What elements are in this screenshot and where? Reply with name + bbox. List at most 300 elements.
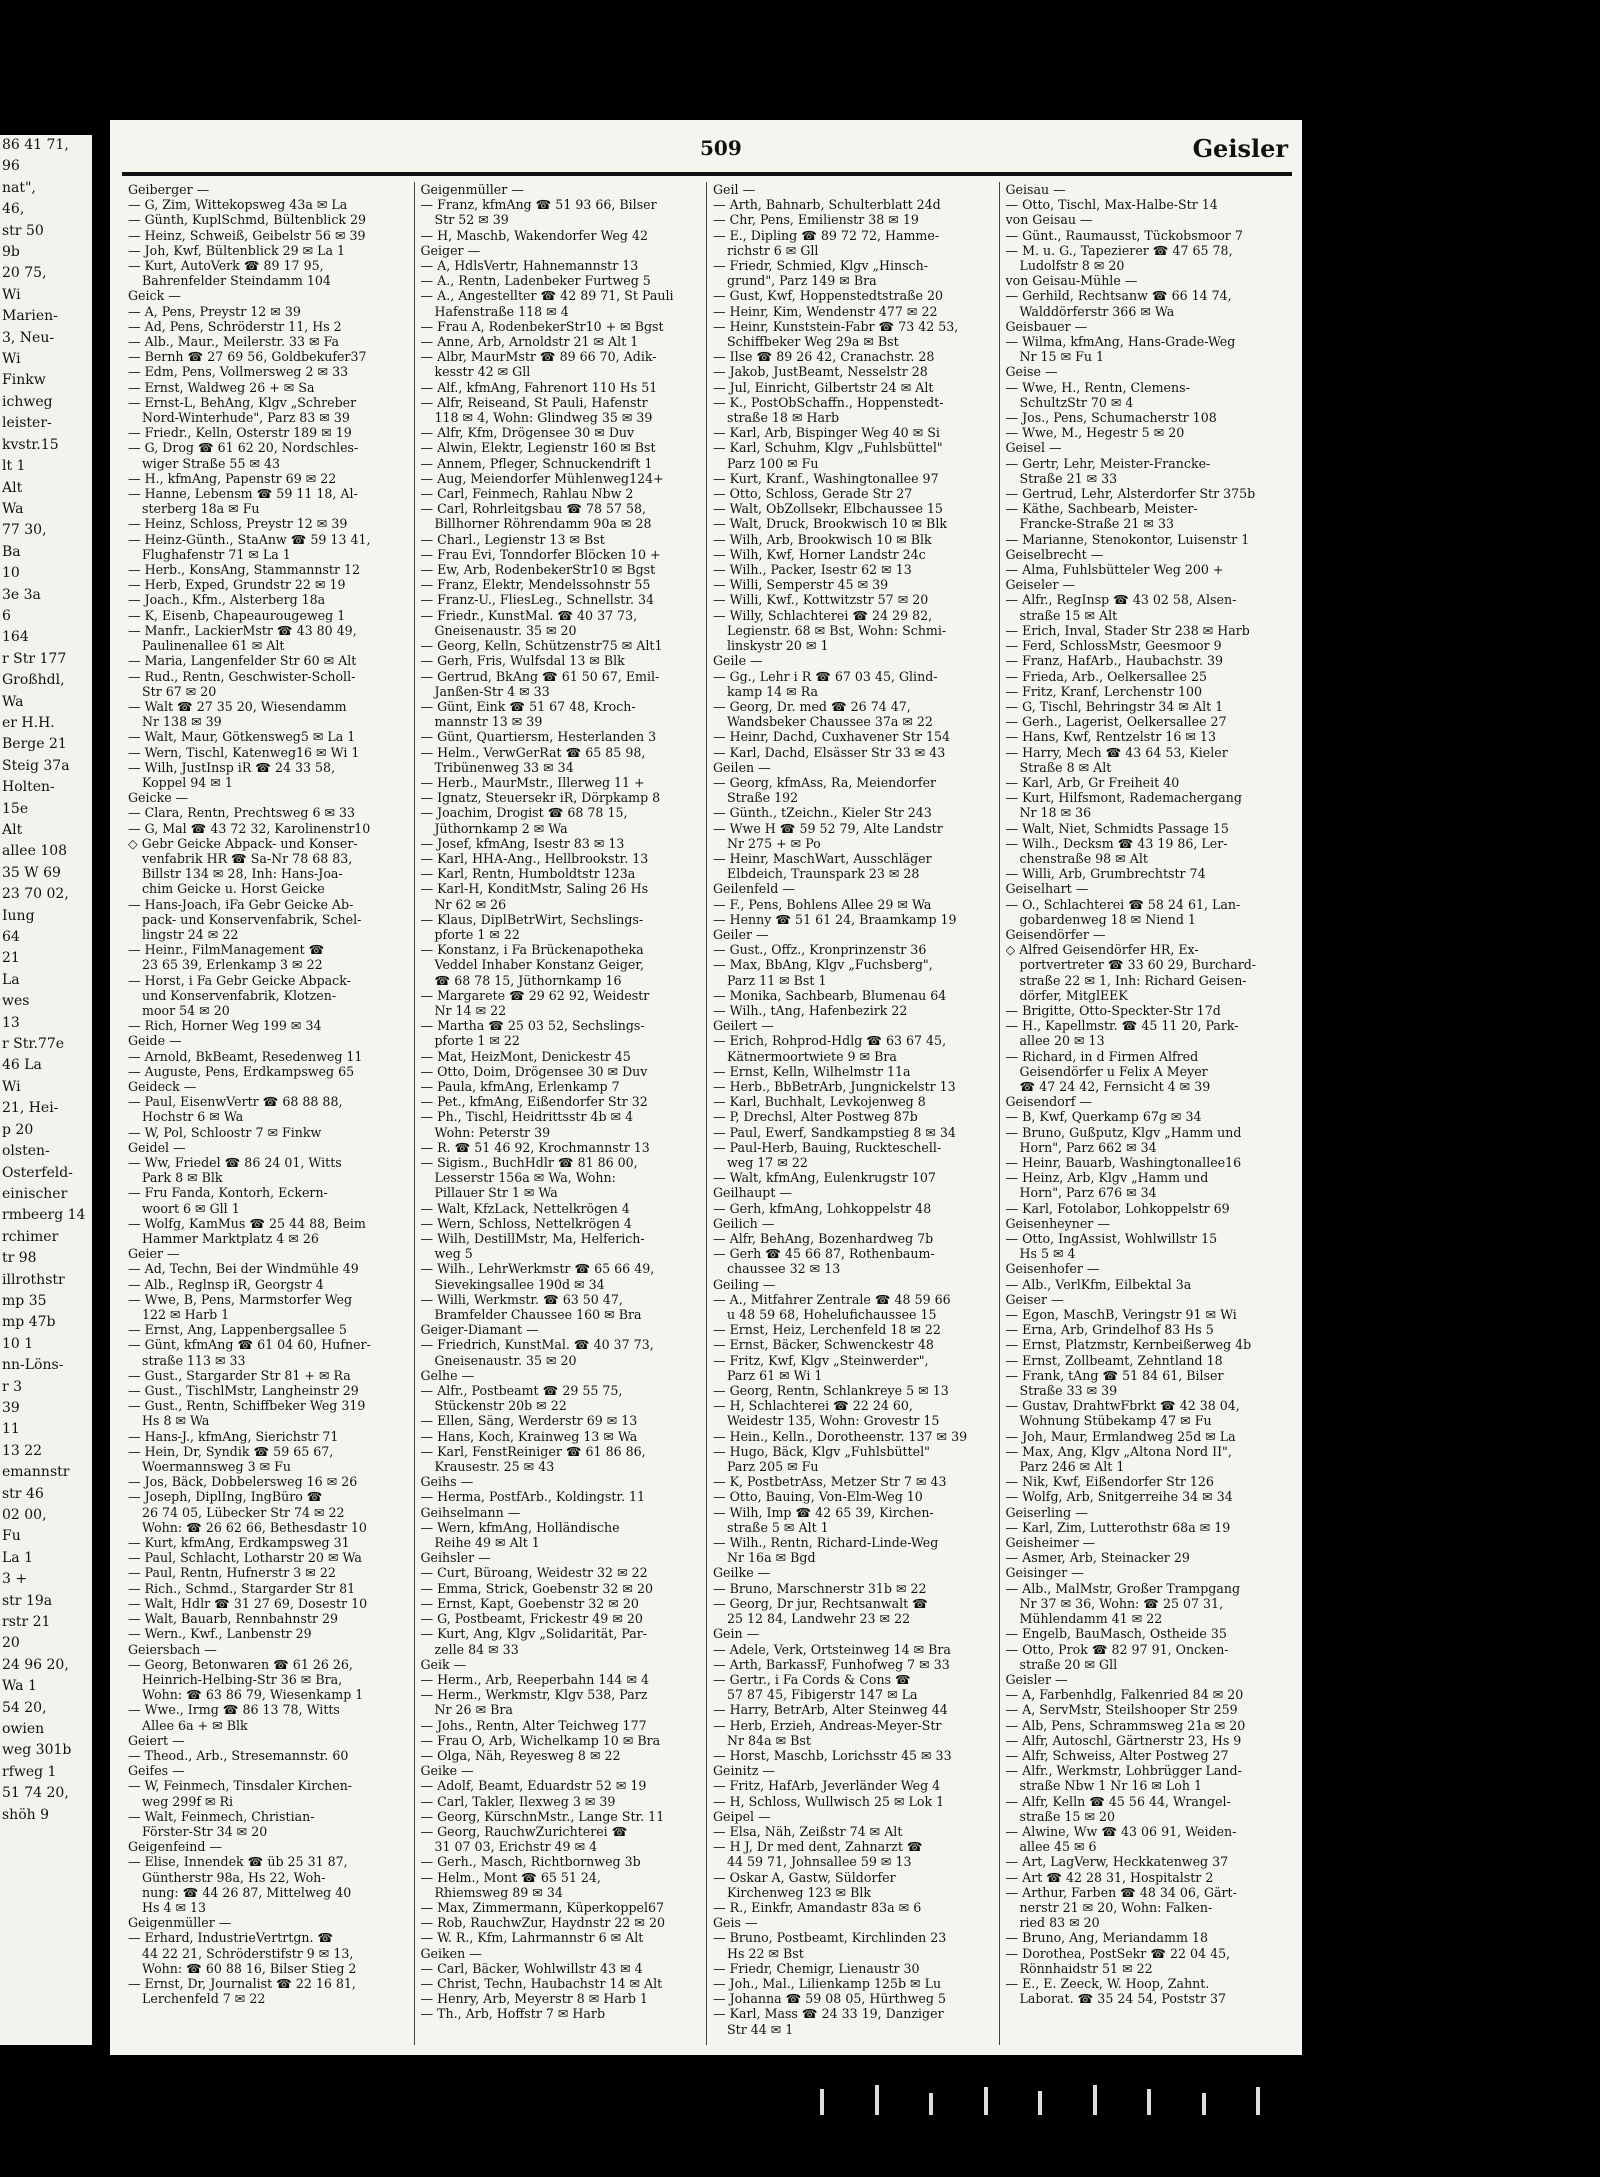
directory-entry-line: Nr 138 ✉ 39 [142,714,222,730]
directory-entry-line: Str 67 ✉ 20 [142,683,217,699]
directory-entry-line: — Franz, HafArb., Haubachstr. 39 [1005,653,1223,669]
directory-entry-line: Nr 26 ✉ Bra [434,1702,513,1718]
directory-entry-line: — Th., Arb, Hoffstr 7 ✉ Harb [420,2006,606,2022]
directory-entry-line: Koppel 94 ✉ 1 [142,774,233,790]
adjacent-page-fragment: Großhdl, [2,672,65,689]
directory-entry-line: woort 6 ✉ Gll 1 [142,1200,240,1216]
directory-entry-line: Nr 18 ✉ 36 [1019,805,1092,821]
directory-entry-line: — Wwe., Irmg ☎ 86 13 78, Witts [128,1702,340,1718]
directory-entry-line: — Monika, Sachbearb, Blumenau 64 [713,987,947,1003]
directory-entry-line: — Ignatz, Steuersekr iR, Dörpkamp 8 [420,790,661,806]
directory-entry-line: — Hans-J., kfmAng, Sierichstr 71 [128,1428,339,1444]
directory-entry-line: — Marianne, Stenokontor, Luisenstr 1 [1005,531,1250,547]
directory-entry-line: — Helm., VerwGerRat ☎ 65 85 98, [420,744,646,760]
directory-entry-line: — Heinr, Kunststein-Fabr ☎ 73 42 53, [713,318,959,334]
directory-entry-line: Pillauer Str 1 ✉ Wa [434,1185,558,1201]
directory-entry-line: — Erhard, IndustrieVertrtgn. ☎ [128,1930,334,1946]
directory-surname-heading: Geigenmüller — [128,1915,232,1931]
directory-surname-heading: Geisendörfer — [1005,926,1106,942]
directory-surname-heading: Geipel — [713,1808,771,1824]
directory-entry-line: weg 299f ✉ Ri [142,1793,234,1809]
directory-entry-line: ☎ 47 24 42, Fernsicht 4 ✉ 39 [1019,1078,1211,1094]
directory-entry-line: — Franz-U., FliesLeg., Schnellstr. 34 [420,592,655,608]
directory-entry-line: — Jakob, JustBeamt, Nesselstr 28 [713,364,928,380]
directory-entry-line: pforte 1 ✉ 22 [434,926,520,942]
directory-entry-line: straße Nbw 1 Nr 16 ✉ Loh 1 [1019,1778,1202,1794]
directory-entry-line: — Wilh, Kwf, Horner Landstr 24c [713,546,926,562]
directory-entry-line: — Karl, Fotolabor, Lohkoppelstr 69 [1005,1200,1230,1216]
directory-entry-line: Billstr 134 ✉ 28, Inh: Hans-Joa- [142,866,343,882]
adjacent-page-fragment: Wi [2,351,21,368]
adjacent-page-fragment: 46, [2,201,25,218]
directory-entry-line: — Georg, KürschnMstr., Lange Str. 11 [420,1808,665,1824]
directory-column-4 [1000,182,1293,2045]
directory-entry-line: — Georg, kfmAss, Ra, Meiendorfer [713,774,937,790]
directory-entry-line: Jüthornkamp 2 ✉ Wa [434,820,568,836]
directory-entry-line: Elbdeich, Traunspark 23 ✉ 28 [727,866,920,882]
directory-entry-line: — Bruno, Ang, Meriandamm 18 [1005,1930,1208,1946]
directory-entry-line: — Joach., Kfm., Alsterberg 18a [128,592,326,608]
directory-entry-line: Nr 62 ✉ 26 [434,896,507,912]
directory-entry-line: — Karl, Dachd, Elsässer Str 33 ✉ 43 [713,744,946,760]
directory-entry-line: — Herm., Arb, Reeperbahn 144 ✉ 4 [420,1671,650,1687]
directory-entry-line: — Frau O, Arb, Wichelkamp 10 ✉ Bra [420,1732,661,1748]
adjacent-page-fragment: 3 + [2,1571,28,1588]
directory-entry-line: — Ellen, Säng, Werderstr 69 ✉ 13 [420,1413,638,1429]
directory-surname-heading: von Geisau — [1005,212,1093,228]
directory-entry-line: weg 17 ✉ 22 [727,1155,808,1170]
directory-entry-line: — Maria, Langenfelder Str 60 ✉ Alt [128,653,357,669]
directory-entry-line: — Alwin, Elektr, Legienstr 160 ✉ Bst [420,440,656,456]
directory-entry-line: — Gerh, kfmAng, Lohkoppelstr 48 [713,1200,932,1216]
directory-entry-line: — Arth, BarkassF, Funhofweg 7 ✉ 33 [713,1656,950,1672]
directory-entry-line: lingstr 24 ✉ 22 [142,926,239,942]
directory-entry-line: — Wilh., Rentn, Richard-Linde-Weg [713,1535,939,1551]
directory-entry-line: — Herb., MaurMstr., Illerweg 11 + [420,774,645,790]
directory-entry-line: — Otto, Bauing, Von-Elm-Weg 10 [713,1489,923,1505]
directory-entry-line: weg 5 [434,1246,473,1262]
directory-entry-line: — Hugo, Bäck, Klgv „Fuhlsbüttel" [713,1443,930,1459]
directory-entry-line: — Georg, Betonwaren ☎ 61 26 26, [128,1656,353,1672]
adjacent-page-fragment: p 20 [2,1121,34,1138]
directory-entry-line: — Fru Fanda, Kontorh, Eckern- [128,1185,328,1201]
adjacent-page-fragment: lt 1 [2,458,26,475]
directory-entry-line: — Otto, Prok ☎ 82 97 91, Oncken- [1005,1641,1229,1657]
adjacent-page-fragment: 13 [2,1014,20,1031]
directory-entry-line: — E., E. Zeeck, W. Hoop, Zahnt. [1005,1975,1210,1991]
directory-entry-line: — Harry, Mech ☎ 43 64 53, Kieler [1005,744,1228,760]
directory-surname-heading: Geilen — [713,759,771,775]
directory-entry-line: — G, Tischl, Behringstr 34 ✉ Alt 1 [1005,698,1224,714]
directory-entry-line: Förster-Str 34 ✉ 20 [142,1823,268,1839]
adjacent-page-fragment: 96 [2,158,20,175]
adjacent-page-fragment: 21 [2,950,20,967]
directory-entry-line: — Paul, Ewerf, Sandkampstieg 8 ✉ 34 [713,1124,956,1140]
directory-surname-heading: Geisau — [1005,182,1066,197]
adjacent-page-fragment: Alt [2,479,23,496]
directory-entry-line: — A., Mitfahrer Zentrale ☎ 48 59 66 [713,1291,951,1307]
directory-entry-line: — Franz, Elektr, Mendelssohnstr 55 [420,577,651,593]
directory-entry-line: — Otto, Schloss, Gerade Str 27 [713,486,913,502]
directory-entry-line: — Herma, PostfArb., Koldingstr. 11 [420,1489,646,1505]
directory-entry-line: — Karl, HHA-Ang., Hellbrookstr. 13 [420,850,649,866]
directory-surname-heading: Gelhe — [420,1367,475,1383]
directory-entry-line: — Erich, Rohprod-Hdlg ☎ 63 67 45, [713,1033,947,1049]
adjacent-page-fragment: 24 96 20, [2,1656,69,1673]
directory-entry-line: — Karl, FenstReiniger ☎ 61 86 86, [420,1443,646,1459]
directory-entry-line: — Paul, Rentn, Hufnerstr 3 ✉ 22 [128,1565,336,1581]
directory-entry-line: — Wilh, DestillMstr, Ma, Helferich- [420,1231,645,1247]
directory-entry-line: — W. R., Kfm, Lahrmannstr 6 ✉ Alt [420,1930,644,1946]
directory-entry-line: Stückenstr 20b ✉ 22 [434,1398,567,1414]
directory-entry-line: Parz 11 ✉ Bst 1 [727,972,827,988]
directory-entry-line: straße 18 ✉ Harb [727,410,840,426]
directory-entry-line: — Alfr, Reiseand, St Pauli, Hafenstr [420,394,648,410]
directory-entry-line: — Joh, Maur, Ermlandweg 25d ✉ La [1005,1428,1236,1444]
directory-entry-line: — Kurt, Hilfsmont, Rademachergang [1005,790,1242,806]
directory-entry-line: — Max, Ang, Klgv „Altona Nord II", [1005,1443,1232,1459]
directory-entry-line: Nr 16a ✉ Bgd [727,1550,816,1566]
directory-entry-line: Wohn: ☎ 26 62 66, Bethesdastr 10 [142,1519,367,1535]
directory-entry-line: — Ernst, Zollbeamt, Zehntland 18 [1005,1352,1223,1368]
adjacent-page-fragment: Wa [2,693,24,710]
adjacent-page-fragment: 21, Hei- [2,1100,59,1117]
directory-entry-line: — Pet., kfmAng, Eißendorfer Str 32 [420,1094,648,1110]
directory-entry-line: — Ernst, Heiz, Lerchenfeld 18 ✉ 22 [713,1322,941,1338]
directory-entry-line: — H J, Dr med dent, Zahnarzt ☎ [713,1839,923,1855]
directory-entry-line: — Alfr., Postbeamt ☎ 29 55 75, [420,1383,623,1399]
directory-entry-line: — Heinr., FilmManagement ☎ [128,942,325,958]
directory-entry-line: — Horst, i Fa Gebr Geicke Abpack- [128,972,351,988]
directory-entry-line: — Bernh ☎ 27 69 56, Goldbekufer37 [128,349,367,365]
directory-surname-heading: Geis — [713,1915,758,1931]
directory-entry-line: Parz 205 ✉ Fu [727,1459,819,1475]
directory-entry-line: — G, Mal ☎ 43 72 32, Karolinenstr10 [128,820,371,836]
directory-surname-heading: Geisbauer — [1005,318,1088,334]
directory-entry-line: — G, Drog ☎ 61 62 20, Nordschles- [128,440,359,456]
directory-entry-line: — Günt., Raumausst, Tückobsmoor 7 [1005,227,1243,243]
directory-entry-line: — Gertrud, Lehr, Alsterdorfer Str 375b [1005,486,1256,502]
adjacent-page-fragment: 23 70 02, [2,886,69,903]
directory-entry-line: Rönnhaidstr 51 ✉ 22 [1019,1960,1153,1976]
directory-entry-line: wiger Straße 55 ✉ 43 [142,455,281,471]
directory-entry-line: — Rob, RauchwZur, Haydnstr 22 ✉ 20 [420,1915,666,1931]
directory-entry-line: — Elise, Innendek ☎ üb 25 31 87, [128,1854,348,1870]
directory-entry-line: — Georg, Kelln, Schützenstr75 ✉ Alt1 [420,638,663,654]
directory-entry-line: — Johanna ☎ 59 08 05, Hürthweg 5 [713,1991,946,2007]
directory-entry-line: Bahrenfelder Steindamm 104 [142,273,331,289]
directory-entry-line: — Gertrud, BkAng ☎ 61 50 67, Emil- [420,668,660,684]
directory-entry-line: — A., Angestellter ☎ 42 89 71, St Pauli [420,288,674,304]
directory-entry-line: Nr 275 + ✉ Po [727,835,821,851]
directory-entry-line: — Hein., Kelln., Dorotheenstr. 137 ✉ 39 [713,1428,968,1444]
directory-entry-line: — Herb, Erzieh, Andreas-Meyer-Str [713,1717,942,1733]
directory-entry-line: — Gerh, Fris, Wulfsdal 13 ✉ Blk [420,653,625,669]
directory-entry-line: — Wwe, H., Rentn, Clemens- [1005,379,1190,395]
directory-entry-line: — Klaus, DiplBetrWirt, Sechslings- [420,911,644,927]
directory-entry-line: — Kurt, kfmAng, Erdkampsweg 31 [128,1535,350,1551]
directory-entry-line: — Walt, Feinmech, Christian- [128,1808,315,1824]
directory-surname-heading: Geik — [420,1656,467,1672]
header-rule [122,172,1292,176]
directory-entry-line: — Heinz-Günth., StaAnw ☎ 59 13 41, [128,531,371,547]
directory-entry-line: — Wern, kfmAng, Holländische [420,1519,620,1535]
directory-surname-heading: Geiger — [420,242,481,258]
directory-entry-line: — Walt, KfzLack, Nettelkrögen 4 [420,1200,630,1216]
directory-entry-line: Billhorner Röhrendamm 90a ✉ 28 [434,516,652,532]
directory-entry-line: Wohn: ☎ 60 88 16, Bilser Stieg 2 [142,1960,357,1976]
directory-entry-line: portvertreter ☎ 33 60 29, Burchard- [1019,957,1257,973]
directory-entry-line: — A., Rentn, Ladenbeker Furtweg 5 [420,273,651,289]
directory-entry-line: — Asmer, Arb, Steinacker 29 [1005,1550,1190,1566]
adjacent-page-fragment: 54 20, [2,1699,47,1716]
directory-entry-line: Krausestr. 25 ✉ 43 [434,1459,555,1475]
directory-entry-line: — Fritz, Kwf, Klgv „Steinwerder", [713,1352,929,1368]
directory-entry-line: 44 22 21, Schröderstifstr 9 ✉ 13, [142,1945,354,1961]
directory-entry-line: — Paul, Schlacht, Lotharstr 20 ✉ Wa [128,1550,362,1566]
adjacent-page-fragment: Osterfeld- [2,1164,73,1181]
directory-entry-line: Kätnermoortwiete 9 ✉ Bra [727,1048,897,1064]
directory-entry-line: — Herb., BbBetrArb, Jungnickelstr 13 [713,1078,956,1094]
directory-entry-line: — Ad, Techn, Bei der Windmühle 49 [128,1261,359,1277]
directory-entry-line: Parz 100 ✉ Fu [727,455,819,471]
directory-surname-heading: von Geisau-Mühle — [1005,273,1138,289]
directory-entry-line: 25 12 84, Landwehr 23 ✉ 22 [727,1611,911,1627]
directory-entry-line: — Alb., VerlKfm, Eilbektal 3a [1005,1276,1192,1292]
directory-entry-line: — Joh., Mal., Lilienkamp 125b ✉ Lu [713,1975,942,1991]
directory-entry-line: — Heinz, Arb, Klgv „Hamm und [1005,1170,1209,1186]
adjacent-page-fragment: Marien- [2,308,58,325]
directory-entry-line: — Rich, Horner Weg 199 ✉ 34 [128,1018,322,1034]
directory-entry-line: — Jos, Bäck, Dobbelersweg 16 ✉ 26 [128,1474,358,1490]
adjacent-page-fragment: ichweg [2,393,53,410]
directory-entry-line: — Günth, KuplSchmd, Bültenblick 29 [128,212,367,228]
directory-entry-line: — Rud., Rentn, Geschwister-Scholl- [128,668,356,684]
adjacent-page-fragment: einischer [2,1185,68,1202]
directory-entry-line: — Walt, Maur, Götkensweg5 ✉ La 1 [128,729,356,745]
adjacent-page-fragment: Iung [2,907,35,924]
directory-entry-line: — Wilh., Packer, Isestr 62 ✉ 13 [713,562,912,578]
adjacent-page-fragment: 02 00, [2,1507,47,1523]
directory-entry-line: pforte 1 ✉ 22 [434,1033,520,1049]
adjacent-page-fragment: str 50 [2,222,44,239]
directory-surname-heading: Geisheimer — [1005,1535,1096,1551]
directory-entry-line: — Paul-Herb, Bauing, Ruckteschell- [713,1139,942,1155]
directory-entry-line: — Chr, Pens, Emilienstr 38 ✉ 19 [713,212,919,228]
directory-surname-heading: Geiger-Diamant — [420,1322,539,1338]
directory-entry-line: Straße 192 [727,790,799,806]
directory-surname-heading: Geihselmann — [420,1504,521,1520]
directory-entry-line: — Frank, tAng ☎ 51 84 61, Bilser [1005,1367,1224,1383]
directory-surname-heading: Geisler — [1005,1671,1068,1687]
adjacent-page-fragment: 9b [2,244,20,261]
directory-entry-line: — Hans, Kwf, Rentzelstr 16 ✉ 13 [1005,729,1216,745]
directory-entry-line: 23 65 39, Erlenkamp 3 ✉ 22 [142,957,323,973]
directory-entry-line: — Otto, IngAssist, Wohlwillstr 15 [1005,1231,1218,1247]
directory-entry-line: Hammer Marktplatz 4 ✉ 26 [142,1231,319,1247]
directory-surname-heading: Geike — [420,1763,474,1779]
adjacent-page-fragment: Steig 37a [2,757,70,774]
directory-entry-line: — Wwe, B, Pens, Marmstorfer Weg [128,1291,353,1307]
directory-entry-line: pack- und Konservenfabrik, Schel- [142,911,362,927]
directory-entry-line: Rhiemsweg 89 ✉ 34 [434,1884,563,1900]
directory-entry-line: — Richard, in d Firmen Alfred [1005,1048,1199,1064]
directory-entry-line: — Joachim, Drogist ☎ 68 78 15, [420,805,628,821]
directory-entry-line: Lesserstr 156a ✉ Wa, Wohn: [434,1170,616,1186]
adjacent-page-fragment: rmbeerg 14 [2,1207,86,1224]
adjacent-page-fragment: Wi [2,286,21,303]
directory-entry-line: chim Geicke u. Horst Geicke [142,881,325,897]
directory-entry-line: richstr 6 ✉ Gll [727,242,819,258]
adjacent-page-fragment: 13 22 [2,1442,43,1459]
adjacent-page-fragment: 51 74 20, [2,1785,69,1802]
adjacent-page-fragment: 164 [2,629,29,646]
directory-surname-heading: Geisenheyner — [1005,1215,1110,1231]
directory-entry-line: — G, Postbeamt, Frickestr 49 ✉ 20 [420,1611,643,1627]
directory-surname-heading: Geilich — [713,1215,775,1231]
directory-entry-line: — Hein, Dr, Syndik ☎ 59 65 67, [128,1443,334,1459]
directory-entry-line: — Ernst-L, BehAng, Klgv „Schreber [128,394,357,410]
directory-entry-line: 57 87 45, Fibigerstr 147 ✉ La [727,1687,918,1703]
directory-entry-line: — Frau Evi, Tonndorfer Blöcken 10 + [420,546,661,562]
page-number: 509 [700,136,742,160]
directory-surname-heading: Geigenmüller — [420,182,524,197]
directory-entry-line: — Christ, Techn, Haubachstr 14 ✉ Alt [420,1975,663,1991]
directory-entry-line: Straße 21 ✉ 33 [1019,470,1118,486]
directory-entry-line: — Willi, Arb, Grumbrechtstr 74 [1005,866,1206,882]
adjacent-page-fragment: olsten- [2,1143,50,1160]
adjacent-page-fragment: nn-Löns- [2,1357,64,1374]
adjacent-page-fragment: r 3 [2,1378,23,1395]
directory-entry-line: Nr 15 ✉ Fu 1 [1019,349,1104,365]
directory-entry-line: — Günt, Eink ☎ 51 67 48, Kroch- [420,698,636,714]
directory-surname-heading: Geilert — [713,1018,774,1034]
directory-entry-line: Hochstr 6 ✉ Wa [142,1109,244,1125]
directory-entry-line: — Alfr, Kelln ☎ 45 56 44, Wrangel- [1005,1793,1231,1809]
directory-entry-line: linskystr 20 ✉ 1 [727,638,829,654]
directory-entry-line: — Georg, Rentn, Schlankreye 5 ✉ 13 [713,1383,949,1399]
directory-entry-line: — Wilh., tAng, Hafenbezirk 22 [713,1002,908,1018]
directory-entry-line: Legienstr. 68 ✉ Bst, Wohn: Schmi- [727,622,947,638]
directory-entry-line: — Wilh, Imp ☎ 42 65 39, Kirchen- [713,1504,934,1520]
directory-surname-heading: Geide — [128,1033,182,1049]
directory-entry-line: Tribünenweg 33 ✉ 34 [434,759,574,775]
directory-entry-line: Straße 8 ✉ Alt [1019,759,1112,775]
directory-entry-line: — Karl, Rentn, Humboldtstr 123a [420,866,636,882]
directory-entry-line: straße 113 ✉ 33 [142,1352,246,1368]
directory-entry-line: — Walt, ObZollsekr, Elbchaussee 15 [713,501,943,517]
directory-entry-line: kamp 14 ✉ Ra [727,683,819,699]
directory-entry-line: — Wilh, Arb, Brookwisch 10 ✉ Blk [713,531,932,547]
directory-surname-heading: Geiselhart — [1005,881,1089,897]
directory-entry-line: Walddörferstr 366 ✉ Wa [1019,303,1175,319]
adjacent-page-fragment: 15e [2,800,29,817]
directory-entry-line: — Otto, Doim, Drögensee 30 ✉ Duv [420,1063,648,1079]
directory-surname-heading: Geiserling — [1005,1504,1088,1520]
adjacent-page-fragment: Finkw [2,372,46,389]
directory-entry-line: — Herm., Werkmstr, Klgv 538, Parz [420,1687,648,1703]
directory-surname-heading: Geigenfeind — [128,1839,223,1855]
directory-entry-line: Horn", Parz 662 ✉ 34 [1019,1139,1157,1155]
directory-entry-line: — Wern, Schloss, Nettelkrögen 4 [420,1215,632,1231]
directory-entry-line: 31 07 03, Erichstr 49 ✉ 4 [434,1839,598,1855]
directory-entry-line: — Georg, RauchwZurichterei ☎ [420,1823,628,1839]
directory-entry-line: — Annem, Pfleger, Schnuckendrift 1 [420,455,653,471]
adjacent-page-fragment: Ba [2,543,21,560]
directory-entry-line: — W, Pol, Schloostr 7 ✉ Finkw [128,1124,322,1140]
directory-entry-line: — Ernst, Ang, Lappenbergsallee 5 [128,1322,347,1338]
directory-entry-line: — Wilh., LehrWerkmstr ☎ 65 66 49, [420,1261,655,1277]
directory-entry-line: Gneisenaustr. 35 ✉ 20 [434,1352,577,1368]
adjacent-page-fragment: La [2,971,20,988]
directory-entry-line: Ludolfstr 8 ✉ 20 [1019,258,1125,274]
directory-entry-line: — Karl, Schuhm, Klgv „Fuhlsbüttel" [713,440,943,456]
directory-entry-line: — Ernst, Platzmstr, Kernbeißerweg 4b [1005,1337,1252,1353]
adjacent-page-fragment: r Str 177 [2,650,67,667]
directory-entry-line: — Friedr, Schmied, Klgv „Hinsch- [713,258,928,274]
directory-entry-line: — K, PostbetrAss, Metzer Str 7 ✉ 43 [713,1474,947,1490]
adjacent-page-fragment: Wa [2,500,24,517]
directory-entry-line: — G, Zim, Wittekopsweg 43a ✉ La [128,197,348,213]
directory-entry-line: — Günt, Quartiersm, Hesterlanden 3 [420,729,657,745]
directory-entry-line: — Olga, Näh, Reyesweg 8 ✉ 22 [420,1747,621,1763]
directory-entry-line: — Gust., Stargarder Str 81 + ✉ Ra [128,1367,351,1383]
directory-entry-line: — Ernst, Waldweg 26 + ✉ Sa [128,379,315,395]
directory-entry-line: — Willi, Semperstr 45 ✉ 39 [713,577,889,593]
directory-entry-line: Str 44 ✉ 1 [727,2021,794,2037]
directory-entry-line: gobardenweg 18 ✉ Niend 1 [1019,911,1196,927]
directory-surname-heading: Geier — [128,1246,180,1262]
directory-surname-heading: Geilhaupt — [713,1185,793,1201]
directory-entry-line: Woermannsweg 3 ✉ Fu [142,1459,291,1475]
directory-entry-line: — Bruno, Marschnerstr 31b ✉ 22 [713,1580,927,1596]
directory-entry-line: — A, Pens, Preystr 12 ✉ 39 [128,303,301,319]
adjacent-page-fragment: 6 [2,607,11,624]
directory-entry-line: — Wern., Kwf., Lanbenstr 29 [128,1626,312,1642]
directory-entry-line: — Joseph, DiplIng, IngBüro ☎ [128,1489,323,1505]
directory-entry-line: — Alfr, Kfm, Drögensee 30 ✉ Duv [420,425,635,441]
directory-entry-line: — Heinz, Schweiß, Geibelstr 56 ✉ 39 [128,227,366,243]
directory-entry-line: — Oskar A, Gastw, Süldorfer [713,1869,896,1885]
directory-entry-line: — Hanne, Lebensm ☎ 59 11 18, Al- [128,486,358,502]
directory-entry-line: — Georg, Dr jur, Rechtsanwalt ☎ [713,1595,928,1611]
directory-entry-line: — B, Kwf, Querkamp 67g ✉ 34 [1005,1109,1202,1125]
directory-entry-line: — Jul, Einricht, Gilbertstr 24 ✉ Alt [713,379,934,395]
adjacent-page-fragment: Alt [2,822,23,838]
directory-entry-line: — Max, BbAng, Klgv „Fuchsberg", [713,957,933,973]
directory-entry-line: — Alb., Maur., Meilerstr. 33 ✉ Fa [128,334,339,350]
directory-entry-line: — Alfr, Schweiss, Alter Postweg 27 [1005,1747,1229,1763]
directory-column-3 [707,182,1000,2045]
directory-entry-line: — Wilma, kfmAng, Hans-Grade-Weg [1005,334,1236,350]
directory-entry-line: — Bruno, Gußputz, Klgv „Hamm und [1005,1124,1242,1140]
adjacent-page-fragment: 77 30, [2,522,47,539]
directory-entry-line: — Aug, Meiendorfer Mühlenweg124+ [420,470,664,486]
directory-entry-line: 26 74 05, Lübecker Str 74 ✉ 22 [142,1504,345,1520]
directory-entry-line: — Brigitte, Otto-Speckter-Str 17d [1005,1002,1221,1018]
adjacent-page-fragment: 10 1 [2,1335,34,1352]
directory-entry-line: Bramfelder Chaussee 160 ✉ Bra [434,1307,642,1323]
adjacent-page-fragment: illrothstr [2,1271,65,1288]
directory-entry-line: — Gg., Lehr i R ☎ 67 03 45, Glind- [713,668,938,684]
directory-entry-line: dörfer, MitglEEK [1019,987,1128,1003]
directory-entry-line: — Ferd, SchlossMstr, Geesmoor 9 [1005,638,1222,654]
directory-entry-line: — Walt, Druck, Brookwisch 10 ✉ Blk [713,516,947,532]
directory-entry-line: Wandsbeker Chaussee 37a ✉ 22 [727,714,933,730]
directory-surname-heading: Geiberger — [128,182,210,197]
directory-surname-heading: Geilenfeld — [713,881,795,897]
directory-entry-line: — Paula, kfmAng, Erlenkamp 7 [420,1078,620,1094]
